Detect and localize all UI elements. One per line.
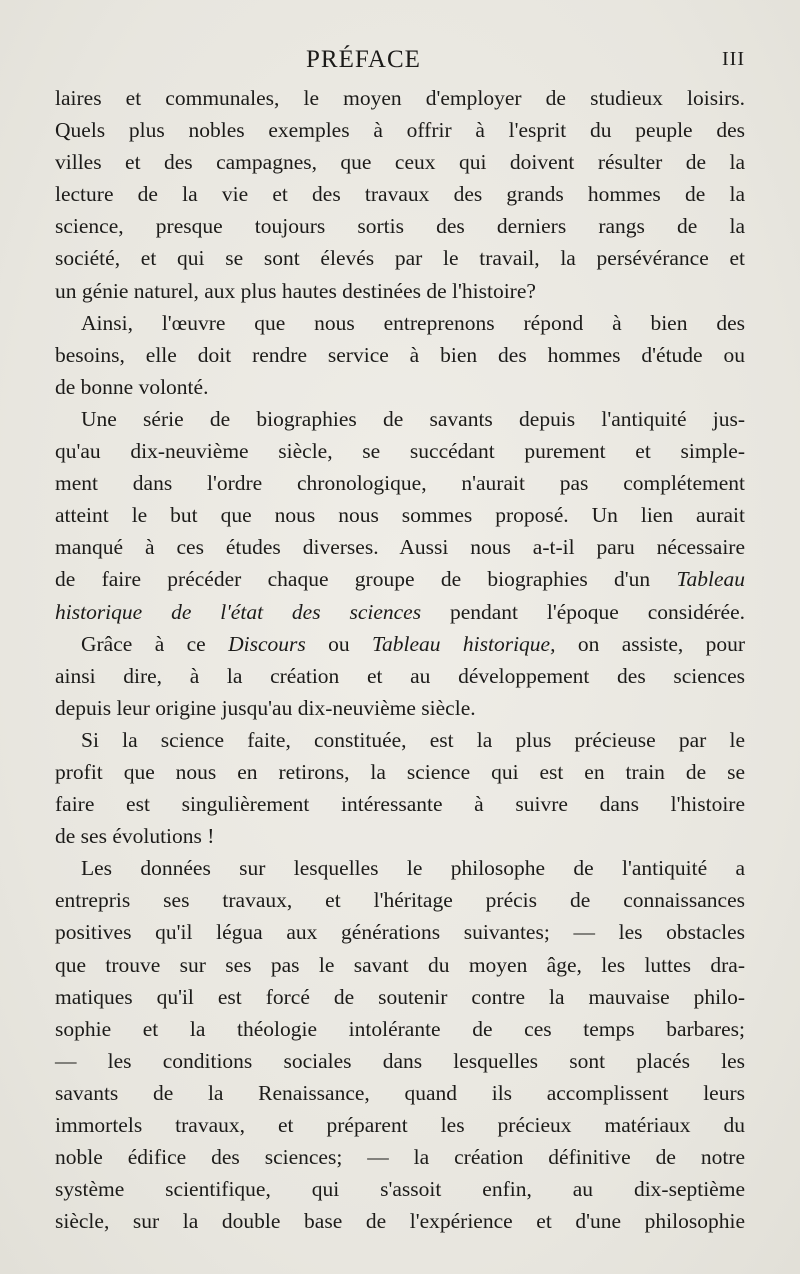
text-segment: qu'au dix-neuvième siècle, se succédant purement et simple- <box>55 439 745 464</box>
text-line <box>55 339 745 371</box>
text-segment: pendant l'époque considérée. <box>449 599 746 624</box>
text-segment: manqué à ces études diverses. Aussi nous a-t-il paru nécessaire <box>55 535 745 560</box>
text-segment: ou <box>328 631 350 656</box>
text-line <box>55 403 745 435</box>
text-line <box>55 884 745 916</box>
text-segment: positives qu'il légua aux générations suivantes; — les obstacles <box>55 920 745 945</box>
text-segment: un génie naturel, aux plus hautes destinées de l'histoire? <box>55 278 536 303</box>
text-segment: lecture de la vie et des travaux des grands hommes de la <box>55 182 745 207</box>
text-segment: de bonne volonté. <box>55 374 209 399</box>
text-line <box>55 692 745 724</box>
text-line <box>55 275 745 307</box>
italic-phrase: Tableau historique, <box>372 631 556 656</box>
text-line <box>55 435 745 467</box>
text-line <box>55 371 745 403</box>
text-line <box>55 1045 745 1077</box>
text-line <box>55 916 745 948</box>
text-line <box>55 467 745 499</box>
text-line <box>55 146 745 178</box>
text-segment: noble édifice des sciences; — la création définitive de notre <box>55 1145 745 1170</box>
text-line <box>55 788 745 820</box>
text-line <box>55 1109 745 1141</box>
text-segment: Quels plus nobles exemples à offrir à l'esprit du peuple des <box>55 118 745 143</box>
text-segment: Grâce à ce <box>81 631 206 656</box>
text-line <box>55 178 745 210</box>
text-segment: savants de la Renaissance, quand ils accomplissent leurs <box>55 1080 745 1105</box>
running-head <box>0 46 800 76</box>
italic-phrase: Tableau <box>676 567 746 592</box>
text-segment: besoins, elle doit rendre service à bien des hommes d'étude ou <box>55 342 745 367</box>
text-segment: laires et communales, le moyen d'employer de studieux loisirs. <box>55 86 745 110</box>
text-segment: faire est singulièrement intéressante à suivre dans l'histoire <box>55 792 745 817</box>
text-line <box>55 596 745 628</box>
text-segment: sophie et la théologie intolérante de ces temps barbares; <box>55 1016 745 1041</box>
text-segment: ment dans l'ordre chronologique, n'aurait pas complétement <box>55 471 745 496</box>
text-segment: science, presque toujours sortis des derniers rangs de la <box>55 214 745 239</box>
text-line <box>55 82 745 114</box>
text-segment: Si la science faite, constituée, est la plus précieuse par le <box>81 727 745 752</box>
italic-phrase: historique de l'état des sciences <box>55 599 422 624</box>
text-segment: Ainsi, l'œuvre que nous entreprenons répond à bien des <box>81 310 745 335</box>
text-line <box>55 1205 745 1237</box>
text-line <box>55 660 745 692</box>
text-segment: depuis leur origine jusqu'au dix-neuvième siècle. <box>55 695 476 720</box>
text-segment: société, et qui se sont élevés par le travail, la persévérance et <box>55 246 745 271</box>
text-line <box>55 531 745 563</box>
text-segment: on assiste, pour <box>577 631 746 656</box>
text-line <box>55 210 745 242</box>
text-segment: villes et des campagnes, que ceux qui doivent résulter de la <box>55 150 745 175</box>
text-line <box>55 820 745 852</box>
text-line <box>55 1141 745 1173</box>
text-line <box>55 114 745 146</box>
text-line <box>55 1173 745 1205</box>
text-line <box>55 949 745 981</box>
text-segment: profit que nous en retirons, la science qui est en train de se <box>55 759 745 784</box>
text-line <box>55 756 745 788</box>
text-segment: Une série de biographies de savants depuis l'antiquité jus- <box>81 406 745 431</box>
text-line <box>55 1013 745 1045</box>
text-line <box>55 852 745 884</box>
italic-phrase: Discours <box>228 631 306 656</box>
body-text <box>55 82 745 1237</box>
text-segment: ainsi dire, à la création et au développement des sciences <box>55 663 745 688</box>
text-line <box>55 242 745 274</box>
text-segment: entrepris ses travaux, et l'héritage précis de connaissances <box>55 888 745 913</box>
text-line <box>55 981 745 1013</box>
page-number: III <box>722 48 745 70</box>
text-segment: de faire précéder chaque groupe de biographies d'un <box>55 567 651 592</box>
text-line <box>55 307 745 339</box>
text-line <box>55 1077 745 1109</box>
text-segment: Les données sur lesquelles le philosophe de l'antiquité a <box>81 856 745 881</box>
running-head-title: PRÉFACE <box>306 46 421 73</box>
text-segment: siècle, sur la double base de l'expérience et d'une philosophie <box>55 1209 745 1234</box>
text-line <box>55 724 745 756</box>
text-segment: matiques qu'il est forcé de soutenir contre la mauvaise philo- <box>55 984 745 1009</box>
text-line <box>55 499 745 531</box>
text-segment: atteint le but que nous nous sommes proposé. Un lien aurait <box>55 503 745 528</box>
text-segment: que trouve sur ses pas le savant du moyen âge, les luttes dra- <box>55 952 745 977</box>
text-segment: système scientifique, qui s'assoit enfin, au dix-septième <box>55 1177 745 1202</box>
text-line <box>55 628 745 660</box>
text-segment: immortels travaux, et préparent les précieux matériaux du <box>55 1113 745 1137</box>
text-segment: de ses évolutions ! <box>55 824 215 849</box>
text-line <box>55 563 745 595</box>
text-segment: — les conditions sociales dans lesquelles sont placés les <box>55 1048 745 1073</box>
